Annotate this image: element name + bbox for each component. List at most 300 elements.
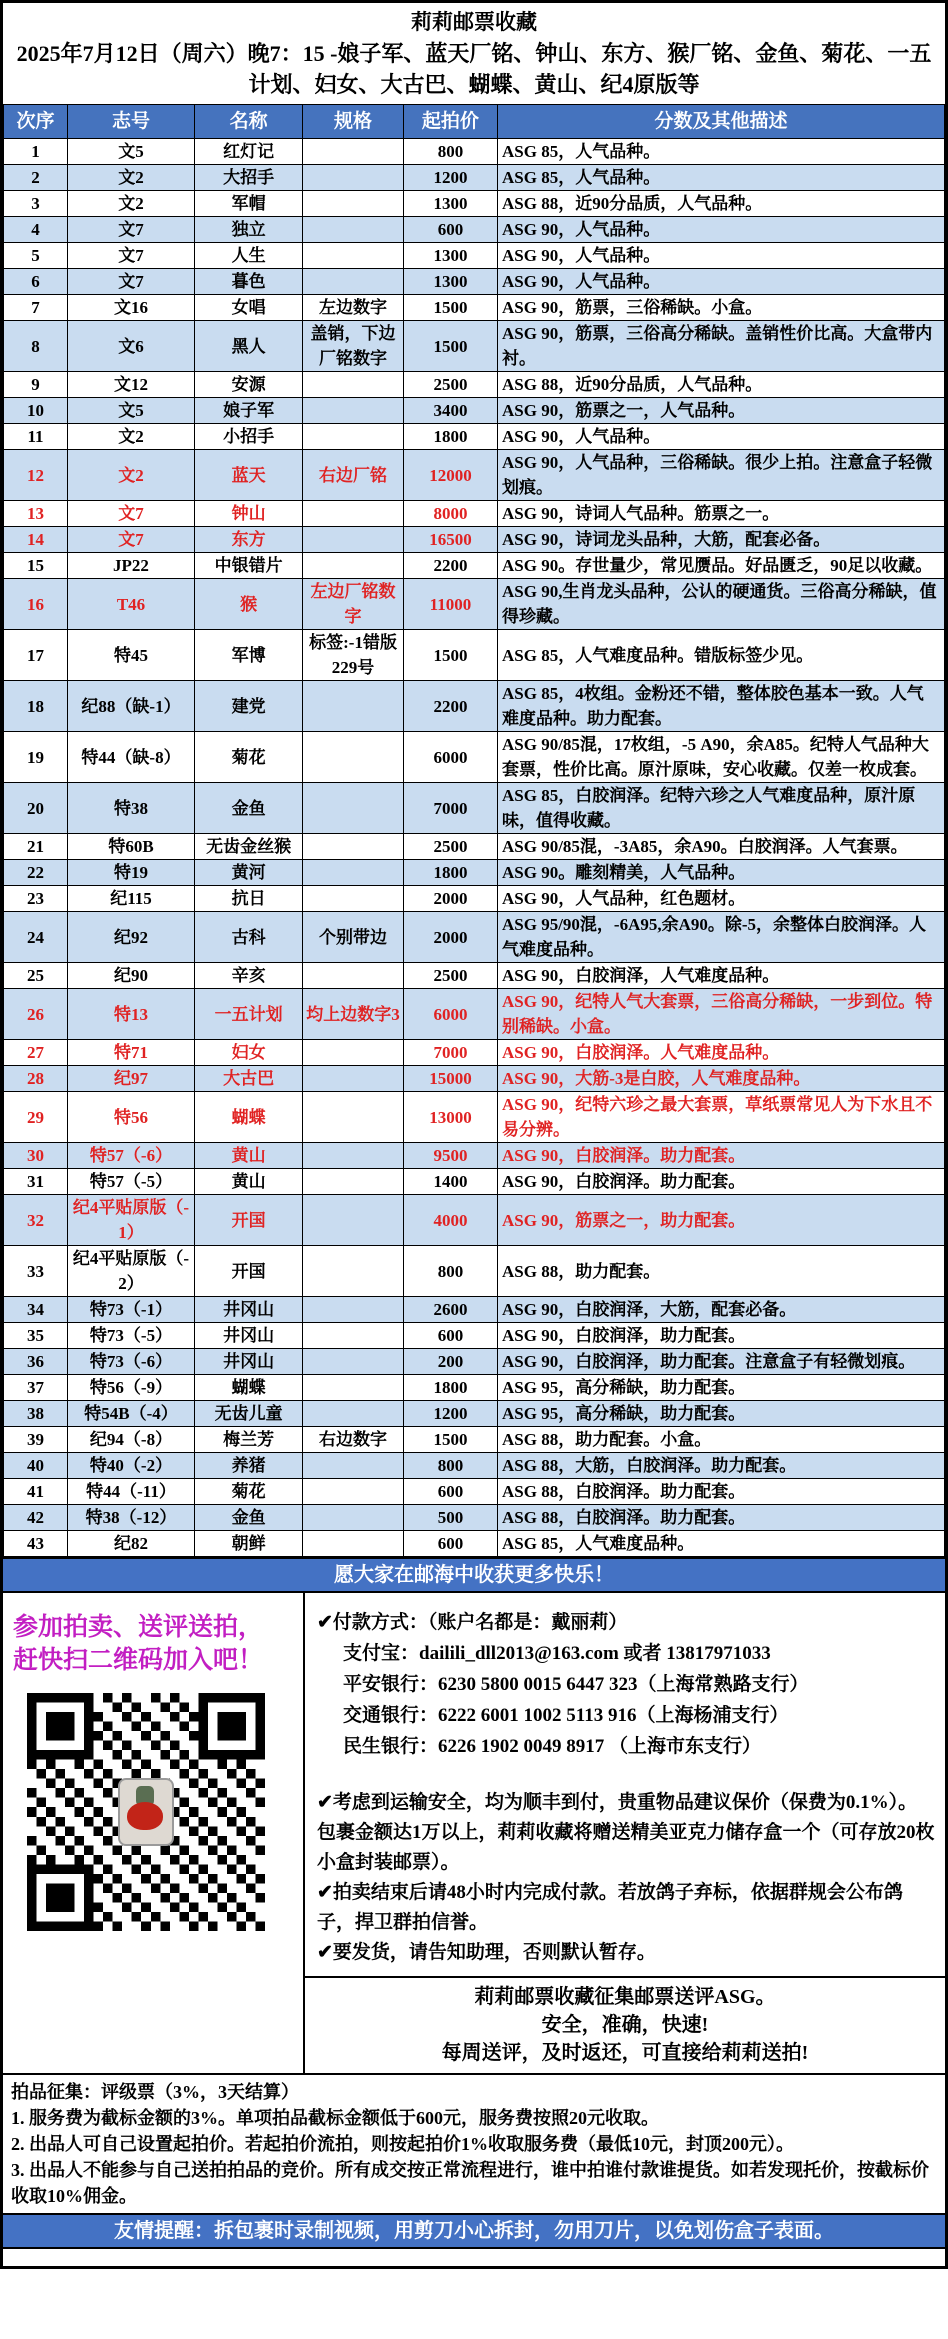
payment-line: ✔付款方式：（账户名都是：戴丽莉） [317,1612,628,1633]
cell-name: 梅兰芳 [195,1427,303,1453]
cell-name: 大古巴 [195,1066,303,1092]
cell-spec: 标签:-1错版229号 [303,630,404,681]
cell-name: 井冈山 [195,1323,303,1349]
cell-desc: ASG 90，筋票之一，人气品种。 [497,398,944,424]
cell-spec [303,1297,404,1323]
auction-row [4,1195,945,1246]
cell-spec [303,1401,404,1427]
cell-seq: 25 [4,963,68,989]
cell-catalog: 特38（-12） [67,1505,194,1531]
cell-name: 无齿金丝猴 [195,834,303,860]
cell-catalog: 文5 [67,398,194,424]
cell-desc: ASG 90，人气品种，红色题材。 [497,886,944,912]
cell-desc: ASG 90。雕刻精美，人气品种。 [497,860,944,886]
column-header: 名称 [195,105,303,139]
cell-spec: 盖销，下边厂铭数字 [303,321,404,372]
cell-spec [303,553,404,579]
cell-seq: 36 [4,1349,68,1375]
cell-catalog: 特56（-9） [67,1375,194,1401]
cell-spec [303,243,404,269]
cell-desc: ASG 90。存世量少，常见赝品。好品匮乏，90足以收藏。 [497,553,944,579]
auction-row [4,321,945,372]
auction-row [4,553,945,579]
cell-name: 古科 [195,912,303,963]
cell-name: 井冈山 [195,1297,303,1323]
cell-price: 2200 [403,553,497,579]
cell-seq: 23 [4,886,68,912]
empty-strip [3,2249,945,2266]
table-header-row [4,105,945,139]
cell-seq: 41 [4,1479,68,1505]
cell-desc: ASG 90，白胶润泽。助力配套。 [497,1143,944,1169]
auction-row [4,295,945,321]
cell-name: 开国 [195,1246,303,1297]
cell-name: 辛亥 [195,963,303,989]
cell-price: 1200 [403,165,497,191]
auction-row [4,1169,945,1195]
cell-name: 娘子军 [195,398,303,424]
cell-catalog: 特19 [67,860,194,886]
cell-catalog: 文2 [67,450,194,501]
cell-seq: 20 [4,783,68,834]
cell-seq: 32 [4,1195,68,1246]
cell-price: 6000 [403,989,497,1040]
cell-seq: 21 [4,834,68,860]
cell-spec [303,191,404,217]
cell-spec [303,501,404,527]
cell-seq: 6 [4,269,68,295]
cell-catalog: 文2 [67,191,194,217]
auction-row [4,681,945,732]
cell-seq: 37 [4,1375,68,1401]
cell-price: 600 [403,217,497,243]
cell-seq: 43 [4,1531,68,1557]
cell-price: 2000 [403,886,497,912]
cell-seq: 42 [4,1505,68,1531]
cell-spec [303,732,404,783]
cell-price: 1500 [403,1427,497,1453]
auction-row [4,1040,945,1066]
cell-catalog: 纪97 [67,1066,194,1092]
cell-desc: ASG 90/85混，-3A85，余A90。白胶润泽。人气套票。 [497,834,944,860]
cell-name: 黄山 [195,1169,303,1195]
cell-name: 朝鲜 [195,1531,303,1557]
cell-catalog: 文7 [67,527,194,553]
cell-catalog: 文7 [67,217,194,243]
cell-name: 无齿儿童 [195,1401,303,1427]
solicitation-rules [3,2073,945,2213]
cell-desc: ASG 90，纪特人气大套票，三俗高分稀缺，一步到位。特别稀缺。小盒。 [497,989,944,1040]
cell-seq: 35 [4,1323,68,1349]
cell-price: 2500 [403,834,497,860]
cell-catalog: 特44（缺-8） [67,732,194,783]
auction-row [4,1479,945,1505]
cell-name: 暮色 [195,269,303,295]
cell-desc: ASG 88，助力配套。 [497,1246,944,1297]
cell-catalog: 文16 [67,295,194,321]
cell-desc: ASG 90，白胶润泽，人气难度品种。 [497,963,944,989]
cell-price: 1800 [403,424,497,450]
cell-catalog: 特38 [67,783,194,834]
auction-row [4,217,945,243]
cell-spec [303,783,404,834]
auction-row [4,1092,945,1143]
cell-spec: 左边数字 [303,295,404,321]
auction-row [4,450,945,501]
auction-row [4,783,945,834]
cell-price: 2200 [403,681,497,732]
cell-seq: 12 [4,450,68,501]
cell-price: 11000 [403,579,497,630]
cell-seq: 14 [4,527,68,553]
cell-seq: 9 [4,372,68,398]
auction-row [4,1375,945,1401]
cell-price: 800 [403,1453,497,1479]
cell-seq: 3 [4,191,68,217]
cell-seq: 34 [4,1297,68,1323]
cell-catalog: 纪82 [67,1531,194,1557]
cell-spec [303,834,404,860]
cell-name: 金鱼 [195,1505,303,1531]
cell-price: 800 [403,1246,497,1297]
cell-name: 菊花 [195,732,303,783]
cell-price: 2600 [403,1297,497,1323]
cell-catalog: 文12 [67,372,194,398]
cell-catalog: 特45 [67,630,194,681]
cell-catalog: 特56 [67,1092,194,1143]
cell-price: 800 [403,139,497,165]
cell-price: 1300 [403,191,497,217]
cell-name: 独立 [195,217,303,243]
cell-desc: ASG 90，白胶润泽，助力配套。 [497,1323,944,1349]
cell-price: 7000 [403,1040,497,1066]
reminder-banner: 友情提醒：拆包裹时录制视频，用剪刀小心拆封，勿用刀片，以免划伤盒子表面。 [3,2213,945,2249]
cell-seq: 40 [4,1453,68,1479]
auction-row [4,834,945,860]
cell-name: 猴 [195,579,303,630]
cell-seq: 18 [4,681,68,732]
column-header: 起拍价 [403,105,497,139]
cell-seq: 28 [4,1066,68,1092]
column-header: 规格 [303,105,404,139]
auction-row [4,1453,945,1479]
cell-spec [303,963,404,989]
cell-spec [303,269,404,295]
cell-name: 蝴蝶 [195,1092,303,1143]
cell-desc: ASG 85，人气难度品种。 [497,1531,944,1557]
cell-spec [303,372,404,398]
cell-desc: ASG 90，白胶润泽，大筋，配套必备。 [497,1297,944,1323]
auction-row [4,579,945,630]
auction-row [4,165,945,191]
cell-catalog: 特54B（-4） [67,1401,194,1427]
cell-desc: ASG 88，白胶润泽。助力配套。 [497,1505,944,1531]
cell-price: 2500 [403,963,497,989]
auction-row [4,139,945,165]
cell-spec [303,681,404,732]
cell-name: 大招手 [195,165,303,191]
cell-desc: ASG 90，大筋-3是白胶，人气难度品种。 [497,1066,944,1092]
cell-spec [303,139,404,165]
solicit-items [11,2105,937,2209]
cell-spec [303,527,404,553]
cell-catalog: 特71 [67,1040,194,1066]
cell-price: 2500 [403,372,497,398]
cell-spec [303,1323,404,1349]
auction-row [4,886,945,912]
cell-price: 4000 [403,1195,497,1246]
join-call-line1: 参加拍卖、送评送拍， [13,1614,264,1641]
auction-row [4,1323,945,1349]
auction-row [4,424,945,450]
cell-name: 抗日 [195,886,303,912]
cell-desc: ASG 85，人气品种。 [497,139,944,165]
cell-name: 一五计划 [195,989,303,1040]
cell-price: 15000 [403,1066,497,1092]
auction-row [4,963,945,989]
cell-desc: ASG 90,生肖龙头品种，公认的硬通货。三俗高分稀缺，值得珍藏。 [497,579,944,630]
cell-name: 妇女 [195,1040,303,1066]
solicit-item: 2. 出品人可自己设置起拍价。若起拍价流拍，则按起拍价1%收取服务费（最低10元，封顶200元）。 [11,2134,794,2154]
cell-seq: 24 [4,912,68,963]
cell-seq: 7 [4,295,68,321]
cell-price: 1400 [403,1169,497,1195]
qr-center-image [118,1778,174,1846]
cell-seq: 10 [4,398,68,424]
cell-desc: ASG 85，4枚组。金粉还不错，整体胶色基本一致。人气难度品种。助力配套。 [497,681,944,732]
payment-panel [305,1593,945,2073]
cell-desc: ASG 85，人气品种。 [497,165,944,191]
cell-name: 养猪 [195,1453,303,1479]
cell-desc: ASG 85，白胶润泽。纪特六珍之人气难度品种，原汁原味，值得收藏。 [497,783,944,834]
cell-name: 军博 [195,630,303,681]
auction-row [4,1349,945,1375]
join-call-line2: 赶快扫二维码加入吧！ [13,1647,264,1674]
cell-catalog: 纪92 [67,912,194,963]
cell-spec: 右边厂铭 [303,450,404,501]
cell-seq: 17 [4,630,68,681]
cell-desc: ASG 90，人气品种。 [497,424,944,450]
auction-row [4,527,945,553]
cell-desc: ASG 85，人气难度品种。错版标签少见。 [497,630,944,681]
solicit-item: 3. 出品人不能参与自己送拍拍品的竞价。所有成交按正常流程进行，谁中拍谁付款谁提货。如若发现托价，按截标价收取10%佣金。 [11,2160,929,2206]
auction-row [4,243,945,269]
cell-spec [303,1195,404,1246]
cell-desc: ASG 90，白胶润泽。助力配套。 [497,1169,944,1195]
cell-desc: ASG 90，诗词龙头品种，大筋，配套必备。 [497,527,944,553]
cell-price: 1300 [403,269,497,295]
cell-catalog: 文2 [67,165,194,191]
join-panel [3,1593,305,2073]
cell-price: 600 [403,1531,497,1557]
cell-desc: ASG 90，人气品种，三俗稀缺。很少上拍。注意盒子轻微划痕。 [497,450,944,501]
cell-seq: 30 [4,1143,68,1169]
cell-price: 13000 [403,1092,497,1143]
cell-name: 开国 [195,1195,303,1246]
cell-catalog: 纪4平贴原版（-1） [67,1195,194,1246]
auction-row [4,1297,945,1323]
cell-price: 6000 [403,732,497,783]
cell-seq: 4 [4,217,68,243]
solicit-title: 拍品征集：评级票（3%，3天结算） [11,2082,299,2102]
qr-code [27,1693,265,1931]
cell-seq: 26 [4,989,68,1040]
auction-row [4,398,945,424]
cell-price: 1500 [403,630,497,681]
asg-promo [305,1976,945,2073]
cell-desc: ASG 88，助力配套。小盒。 [497,1427,944,1453]
promo-line: 安全，准确，快速! [541,2014,709,2036]
promo-line: 每周送评，及时返还，可直接给莉莉送拍! [441,2042,809,2064]
cell-spec: 均上边数字3 [303,989,404,1040]
cell-name: 东方 [195,527,303,553]
cell-spec: 右边数字 [303,1427,404,1453]
cell-catalog: 纪4平贴原版（-2） [67,1246,194,1297]
cell-catalog: 文2 [67,424,194,450]
cell-spec [303,1143,404,1169]
cell-name: 黑人 [195,321,303,372]
cell-catalog: 文5 [67,139,194,165]
cell-price: 200 [403,1349,497,1375]
cell-catalog: 特73（-5） [67,1323,194,1349]
cell-name: 女唱 [195,295,303,321]
cell-name: 红灯记 [195,139,303,165]
auction-row [4,989,945,1040]
cell-catalog: 纪115 [67,886,194,912]
cell-desc: ASG 90，筋票，三俗稀缺。小盒。 [497,295,944,321]
auction-row [4,191,945,217]
cell-catalog: 特57（-6） [67,1143,194,1169]
auction-row [4,1427,945,1453]
cell-seq: 11 [4,424,68,450]
cell-name: 钟山 [195,501,303,527]
cell-name: 中银错片 [195,553,303,579]
cell-name: 军帽 [195,191,303,217]
cell-catalog: 特73（-6） [67,1349,194,1375]
cell-catalog: 特60B [67,834,194,860]
solicit-item: 1. 服务费为截标金额的3%。单项拍品截标金额低于600元，服务费按照20元收取。 [11,2108,659,2128]
cell-spec [303,1453,404,1479]
cell-desc: ASG 90，纪特六珍之最大套票，草纸票常见人为下水且不易分辨。 [497,1092,944,1143]
cell-name: 小招手 [195,424,303,450]
cell-desc: ASG 95，高分稀缺，助力配套。 [497,1401,944,1427]
cell-spec [303,1040,404,1066]
cell-spec [303,1066,404,1092]
payment-info [305,1593,945,1976]
cell-desc: ASG 90，人气品种。 [497,269,944,295]
cell-seq: 29 [4,1092,68,1143]
promo-line: 莉莉邮票收藏征集邮票送评ASG。 [474,1986,776,2008]
cell-spec: 个别带边 [303,912,404,963]
cell-seq: 13 [4,501,68,527]
cell-spec: 左边厂铭数字 [303,579,404,630]
cell-catalog: 文7 [67,501,194,527]
cell-desc: ASG 90，诗词人气品种。筋票之一。 [497,501,944,527]
auction-row [4,501,945,527]
cell-desc: ASG 90，人气品种。 [497,217,944,243]
cell-catalog: 文6 [67,321,194,372]
cell-price: 1500 [403,321,497,372]
cell-price: 500 [403,1505,497,1531]
cell-catalog: 特57（-5） [67,1169,194,1195]
info-section [3,1593,945,2073]
page-title: 莉莉邮票收藏 [411,10,537,34]
cell-name: 井冈山 [195,1349,303,1375]
auction-row [4,269,945,295]
cell-seq: 38 [4,1401,68,1427]
cell-catalog: 特73（-1） [67,1297,194,1323]
cell-price: 1500 [403,295,497,321]
cell-price: 2000 [403,912,497,963]
auction-row [4,630,945,681]
cell-spec [303,1092,404,1143]
auction-row [4,1246,945,1297]
cell-catalog: 纪90 [67,963,194,989]
cell-catalog: 特13 [67,989,194,1040]
cell-name: 菊花 [195,1479,303,1505]
cell-name: 金鱼 [195,783,303,834]
cell-price: 16500 [403,527,497,553]
cell-desc: ASG 88，白胶润泽。助力配套。 [497,1479,944,1505]
cell-desc: ASG 90，白胶润泽。人气难度品种。 [497,1040,944,1066]
cell-spec [303,860,404,886]
cell-desc: ASG 90，筋票之一，助力配套。 [497,1195,944,1246]
cell-desc: ASG 95/90混，-6A95,余A90。除-5，余整体白胶润泽。人气难度品种。 [497,912,944,963]
cell-name: 安源 [195,372,303,398]
auction-row [4,1066,945,1092]
cell-seq: 27 [4,1040,68,1066]
cell-name: 蝴蝶 [195,1375,303,1401]
auction-row [4,732,945,783]
auction-date-subtitle: 2025年7月12日（周六）晚7：15 -娘子军、蓝天厂铭、钟山、东方、猴厂铭、金鱼、菊花、一五计划、妇女、大古巴、蝴蝶、黄山、纪4原版等 [16,41,932,97]
auction-row [4,912,945,963]
cell-desc: ASG 90，人气品种。 [497,243,944,269]
cell-catalog: 文7 [67,243,194,269]
payment-line: 支付宝：dailili_dll2013@163.com 或者 13817971033 [343,1643,771,1664]
cell-price: 3400 [403,398,497,424]
cell-spec [303,1246,404,1297]
cell-seq: 22 [4,860,68,886]
cell-seq: 8 [4,321,68,372]
cell-name: 建党 [195,681,303,732]
cell-seq: 2 [4,165,68,191]
cell-desc: ASG 88，近90分品质，人气品种。 [497,191,944,217]
auction-row [4,1505,945,1531]
payment-line: 平安银行：6230 5800 0015 6447 323（上海常熟路支行） [343,1674,809,1695]
payment-note: ✔拍卖结束后请48小时内完成付款。若放鸽子弃标，依据群规会公布鸽子，捍卫群拍信誉。 [317,1882,903,1933]
cell-spec [303,217,404,243]
cell-desc: ASG 90，筋票，三俗高分稀缺。盖销性价比高。大盒带内衬。 [497,321,944,372]
cell-spec [303,398,404,424]
cell-name: 蓝天 [195,450,303,501]
cell-spec [303,1505,404,1531]
cell-price: 1300 [403,243,497,269]
auction-row [4,860,945,886]
wish-banner: 愿大家在邮海中收获更多快乐！ [3,1557,945,1593]
poster-header [3,3,945,104]
cell-spec [303,886,404,912]
cell-seq: 5 [4,243,68,269]
payment-line: 民生银行：6226 1902 0049 8917 （上海市东支行） [343,1736,762,1757]
cell-price: 1800 [403,860,497,886]
cell-desc: ASG 88，大筋，白胶润泽。助力配套。 [497,1453,944,1479]
cell-catalog: 纪94（-8） [67,1427,194,1453]
auction-table-body [4,139,945,1557]
cell-seq: 1 [4,139,68,165]
payment-note: ✔考虑到运输安全，均为顺丰到付，贵重物品建议保价（保费为0.1%）。包裹金额达1万以上，莉莉收藏将赠送精美亚克力储存盒一个（可存放20枚小盒封装邮票）。 [317,1792,935,1873]
cell-catalog: T46 [67,579,194,630]
cell-desc: ASG 95，高分稀缺，助力配套。 [497,1375,944,1401]
